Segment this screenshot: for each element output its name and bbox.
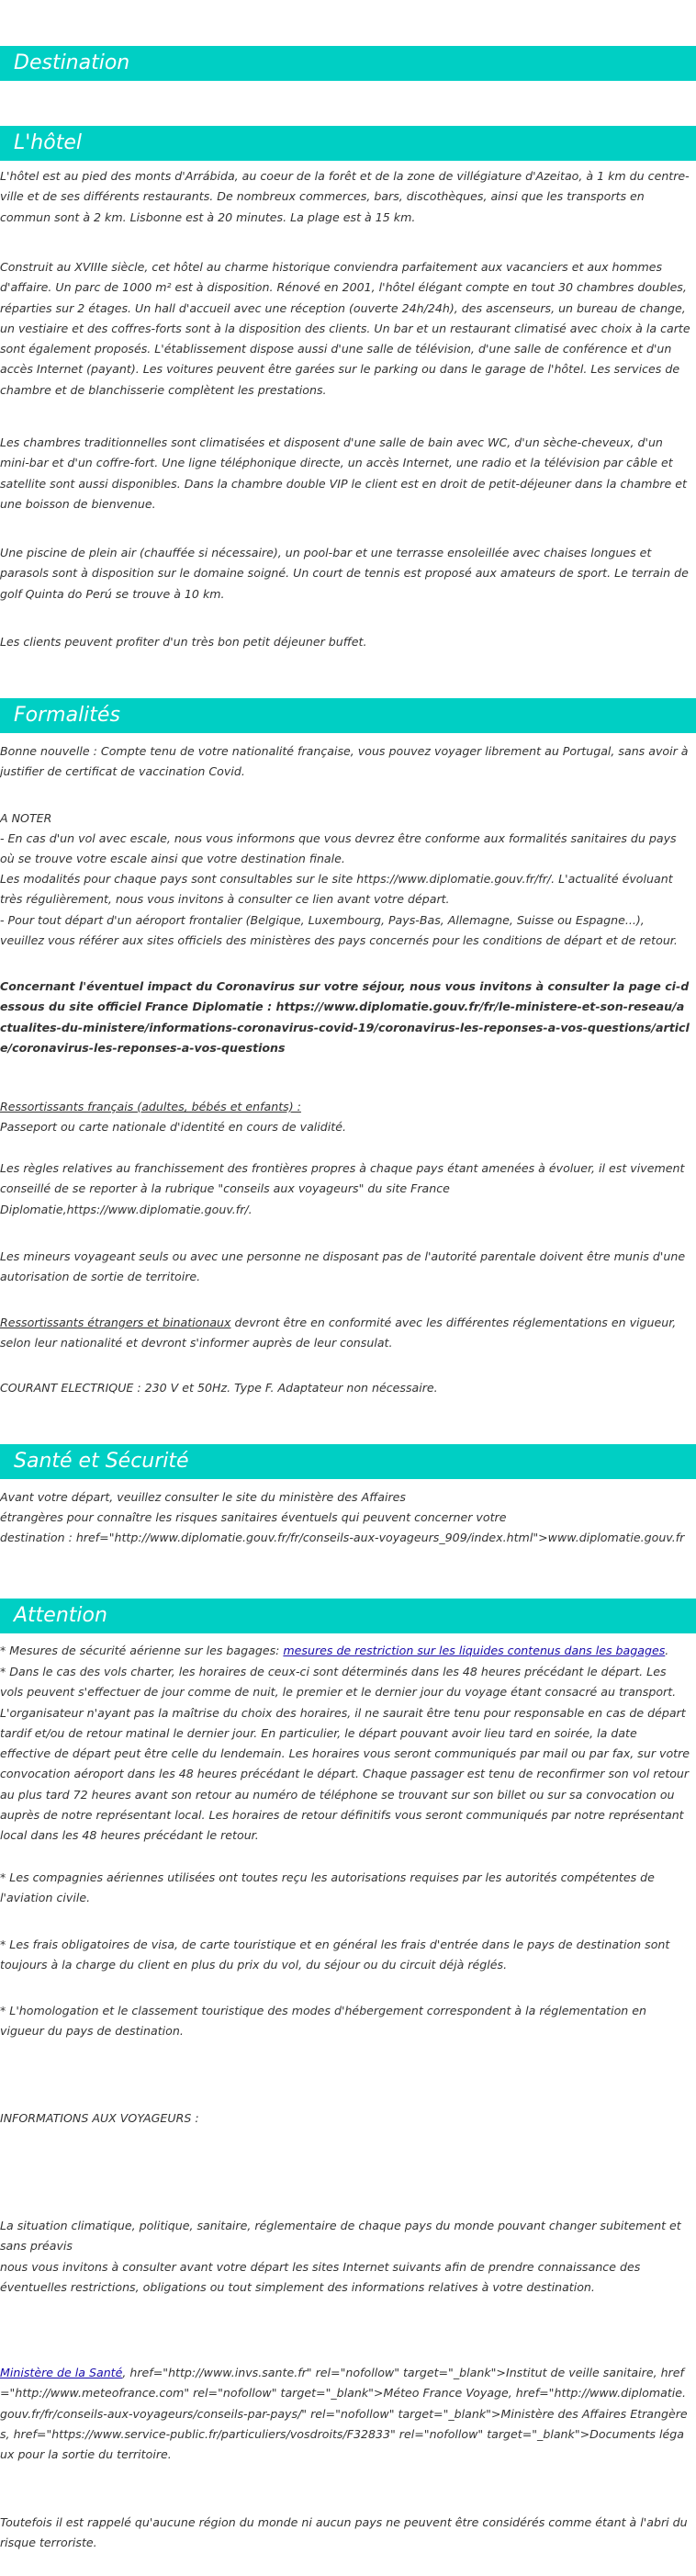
ministere-sante-link[interactable]: Ministère de la Santé: [0, 2366, 123, 2379]
attention-baggage-prefix: * Mesures de sécurité aérienne sur les bagages:: [0, 1644, 284, 1657]
formalites-french-text: Passeport ou carte nationale d'identité en cours de validité.: [0, 1120, 346, 1134]
attention-useful-links: [0, 2363, 690, 2465]
hotel-paragraph-location: L'hôtel est au pied des monts d'Arrábida, au coeur de la forêt et de la zone de villégiature d'Azeitao, à 1 km du centre-ville et de ses différents restaurants. De nombreux commerces, bars, discothèques, ainsi que les transports en commun sont à 2 km. Lisbonne est à 20 minutes. La plage est à 15 km.: [0, 169, 690, 224]
sante-line-3: destination : href="http://www.diplomatie.gouv.fr/fr/conseils-aux-voyageurs_909/index.html">www.diplomatie.gouv.fr: [0, 1531, 685, 1544]
attention-visa-fees: * Les frais obligatoires de visa, de carte touristique et en général les frais d'entrée dans le pays de destination sont toujours à la charge du client en plus du prix du vol, du séjour ou du circuit déjà réglés.: [0, 1938, 670, 1972]
attention-baggage: [0, 1641, 690, 1661]
attention-situation-line-1: La situation climatique, politique, sanitaire, réglementaire de chaque pays du monde pouvant changer subitement et sans préavis: [0, 2219, 681, 2254]
attention-title: Attention: [14, 1604, 107, 1627]
formalites-note-website: Les modalités pour chaque pays sont consultables sur le site https://www.diplomatie.gouv.fr/fr/. L'actualité évoluant très régulièrement, nous vous invitons à consulter ce lien avant votre départ.: [0, 872, 673, 907]
sante-line-1: Avant votre départ, veuillez consulter le site du ministère des Affaires: [0, 1490, 406, 1504]
attention-header: [0, 1599, 696, 1633]
formalites-foreigners: [0, 1313, 690, 1354]
hotel-paragraph-breakfast: Les clients peuvent profiter d'un très bon petit déjeuner buffet.: [0, 635, 367, 649]
formalites-foreigners-title: Ressortissants étrangers et binationaux: [0, 1316, 231, 1329]
formalites-note-stopover: - En cas d'un vol avec escale, nous vous informons que vous devrez être conforme aux formalités sanitaires du pays où se trouve votre escale ainsi que votre destination finale.: [0, 831, 677, 866]
attention-useful-links-text: , href="http://www.invs.sante.fr" rel="nofollow" target="_blank">Institut de veille sanitaire, href="http://www.meteofrance.com" rel="nofollow" target="_blank">Méteo France Voyage, href="http://www.diplomatie.gouv.fr/fr/conseils-aux-voyageurs/conseils-par-pays/" rel="nofollow" target="_blank">Ministère des Affaires Etrangères, href="https://www.service-public.fr/particuliers/vosdroits/F32833" rel="nofollow" target="_blank">Documents légaux pour la sortie du territoire.: [0, 2366, 688, 2462]
formalites-french-title: Ressortissants français (adultes, bébés et enfants) :: [0, 1100, 301, 1113]
sante-header: [0, 1444, 696, 1479]
attention-situation-line-2: nous vous invitons à consulter avant votre départ les sites Internet suivants afin de prendre connaissance des éventuelles restrictions, obligations ou tout simplement des informations relatives à votre destination.: [0, 2260, 641, 2295]
attention-info-title: INFORMATIONS AUX VOYAGEURS :: [0, 2111, 199, 2125]
sante-line-2: étrangères pour connaître les risques sanitaires éventuels qui peuvent concerner votre: [0, 1510, 507, 1524]
destination-header: [0, 46, 696, 81]
attention-airlines: * Les compagnies aériennes utilisées ont toutes reçu les autorisations requises par les autorités compétentes de l'aviation civile.: [0, 1870, 655, 1905]
formalites-note-title: A NOTER: [0, 811, 52, 825]
sante-title: Santé et Sécurité: [14, 1450, 189, 1473]
formalites-foreigners-text: devront être en conformité avec les différentes réglementations en vigueur, selon leur nationalité et devront s'informer auprès de leur consulat.: [0, 1316, 677, 1350]
formalites-electric-current: COURANT ELECTRIQUE : 230 V et 50Hz. Type F. Adaptateur non nécessaire.: [0, 1381, 438, 1395]
hotel-paragraph-building: Construit au XVIIIe siècle, cet hôtel au charme historique conviendra parfaitement aux vacanciers et aux hommes d'affaire. Un parc de 1000 m² est à disposition. Rénové en 2001, l'hôtel élégant compte en tout 30 chambres doubles, réparties sur 2 étages. Un hall d'accueil avec une réception (ouverte 24h/24h), des ascenseurs, un bureau de change, un vestiaire et des coffres-forts sont à la disposition des clients. Un bar et un restaurant climatisé avec choix à la carte sont également proposés. L'établissement dispose aussi d'une salle de télévision, d'une salle de conférence et d'un accès Internet (payant). Les voitures peuvent être garées sur le parking ou dans le garage de l'hôtel. Les services de chambre et de blanchisserie complètent les prestations.: [0, 260, 690, 397]
formalites-note-border: - Pour tout départ d'un aéroport frontalier (Belgique, Luxembourg, Pays-Bas, Allemagne, Suisse ou Espagne...), veuillez vous référer aux sites officiels des ministères des pays concernés pour les conditions de départ et de retour.: [0, 913, 678, 948]
attention-charter-flights: * Dans le cas des vols charter, les horaires de ceux-ci sont déterminés dans les 48 heures précédant le départ. Les vols peuvent s'effectuer de jour comme de nuit, le premier et le dernier jour du voyage étant consacré au transport. L'organisateur n'ayant pas la maîtrise du choix des horaires, il ne saurait être tenu pour responsable en cas de départ tardif et/ou de retour matinal le dernier jour. En particulier, le départ pouvant avoir lieu tard en soirée, la date effective de départ peut être celle du lendemain. Les horaires vous seront communiqués par mail ou par fax, sur votre convocation aéroport dans les 48 heures précédant le départ. Chaque passager est tenu de reconfirmer son vol retour au plus tard 72 heures avant son retour au numéro de téléphone se trouvant sur son billet ou sur sa convocation ou auprès de notre représentant local. Les horaires de retour définitifs vous seront communiqués par notre représentant local dans les 48 heures précédant le retour.: [0, 1665, 690, 1843]
destination-title: Destination: [14, 51, 130, 74]
hotel-paragraph-pool: Une piscine de plein air (chauffée si nécessaire), un pool-bar et une terrasse ensoleillée avec chaises longues et parasols sont à disposition sur le domaine soigné. Un court de tennis est proposé aux amateurs de sport. Le terrain de golf Quinta do Perú se trouve à 10 km.: [0, 546, 689, 601]
hotel-title: L'hôtel: [14, 131, 82, 154]
liquids-restriction-link[interactable]: mesures de restriction sur les liquides contenus dans les bagages: [283, 1644, 666, 1657]
formalites-coronavirus-notice: Concernant l'éventuel impact du Coronavirus sur votre séjour, nous vous invitons à consulter la page ci-dessous du site officiel France Diplomatie : https://www.diplomatie.gouv.fr/fr/le-ministere-et-son-reseau/actualites-du-ministere/informations-coronavirus-covid-19/coronavirus-les-reponses-a-vos-questions/article/coronavirus-les-reponses-a-vos-questions: [0, 979, 690, 1055]
formalites-minors: Les mineurs voyageant seuls ou avec une personne ne disposant pas de l'autorité parentale doivent être munis d'une autorisation de sortie de territoire.: [0, 1249, 686, 1284]
attention-baggage-suffix: .: [665, 1644, 669, 1657]
hotel-paragraph-rooms: Les chambres traditionnelles sont climatisées et disposent d'une salle de bain avec WC, d'un sèche-cheveux, d'un mini-bar et d'un coffre-fort. Une ligne téléphonique directe, un accès Internet, une radio et la télévision par câble et satellite sont aussi disponibles. Dans la chambre double VIP le client est en droit de petit-déjeuner dans la chambre et une boisson de bienvenue.: [0, 435, 687, 511]
formalites-title: Formalités: [14, 704, 120, 727]
formalites-header: [0, 698, 696, 733]
formalites-border-rules: Les règles relatives au franchissement des frontières propres à chaque pays étant amenées à évoluer, il est vivement conseillé de se reporter à la rubrique "conseils aux voyageurs" du site France Diplomatie,https://www.diplomatie.gouv.fr/.: [0, 1161, 685, 1216]
formalites-covid-news: Bonne nouvelle : Compte tenu de votre nationalité française, vous pouvez voyager librement au Portugal, sans avoir à justifier de certificat de vaccination Covid.: [0, 744, 689, 779]
attention-terrorism: Toutefois il est rappelé qu'aucune région du monde ni aucun pays ne peuvent être considérés comme étant à l'abri du risque terroriste.: [0, 2515, 688, 2550]
attention-accommodation: * L'homologation et le classement touristique des modes d'hébergement correspondent à la réglementation en vigueur du pays de destination.: [0, 2004, 647, 2039]
hotel-header: [0, 126, 696, 161]
